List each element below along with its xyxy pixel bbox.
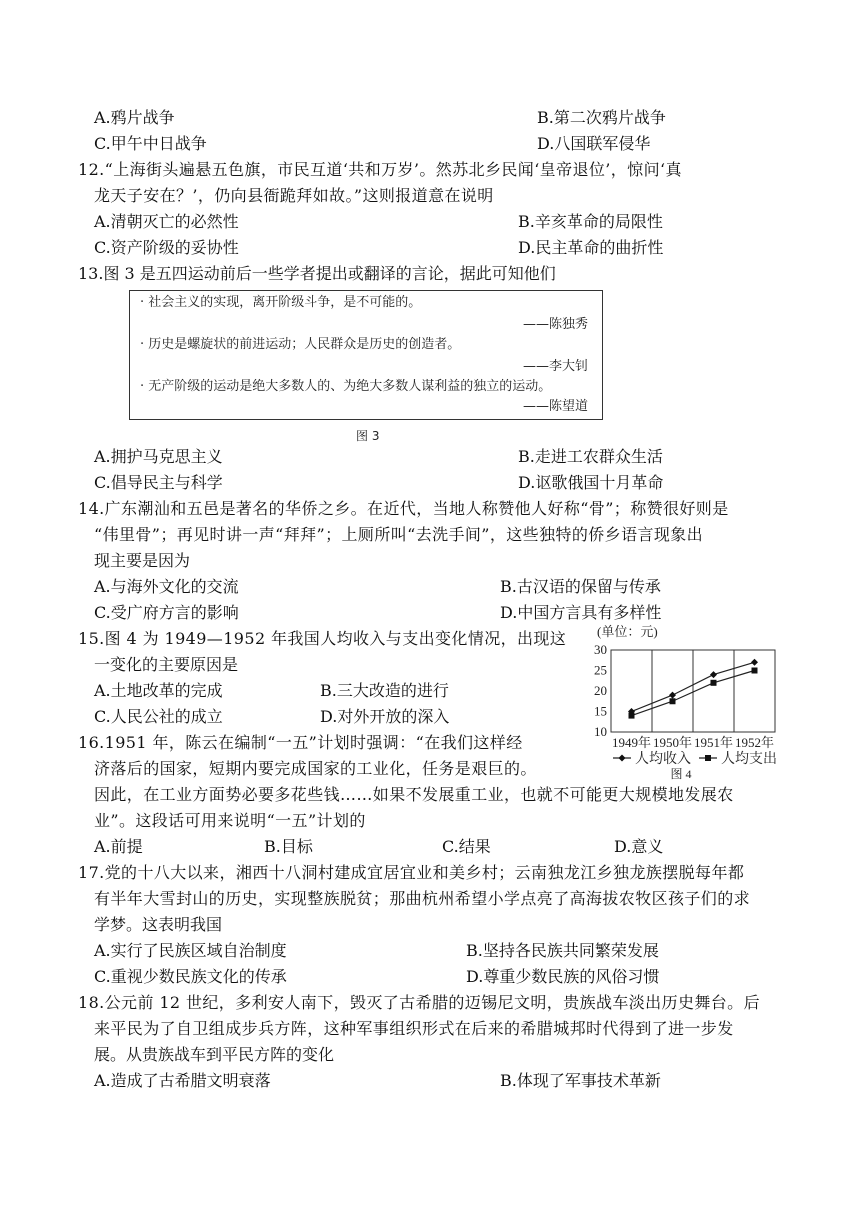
q14-stem-line1: 14.广东潮汕和五邑是著名的华侨之乡。在近代，当地人称赞他人好称“骨”；称赞很好则是 [78, 499, 729, 518]
legend-marker-expense [705, 755, 711, 761]
q14-option-b: B.古汉语的保留与传承 [500, 577, 661, 596]
quote-3: · 无产阶级的运动是绝大多数人的、为绝大多数人谋利益的独立的运动。 [140, 379, 552, 394]
q16-option-b: B.目标 [264, 837, 313, 856]
data-point-expense [711, 680, 717, 686]
q12-option-b: B.辛亥革命的局限性 [518, 212, 663, 231]
q15-option-a: A.土地改革的完成 [94, 681, 223, 700]
q17-stem-line2: 有半年大雪封山的历史，实现整族脱贫；那曲杭州希望小学点亮了高海拔农牧区孩子们的求 [94, 889, 751, 908]
chart-unit-label: (单位：元) [597, 624, 658, 639]
quote-3-author: ——陈望道 [522, 399, 588, 414]
q15-stem-line2: 一变化的主要原因是 [94, 655, 239, 674]
quote-2-author: ——李大钊 [522, 359, 588, 374]
q14-option-a: A.与海外文化的交流 [94, 577, 239, 596]
q18-stem-line1: 18.公元前 12 世纪，多利安人南下，毁灭了古希腊的迈锡尼文明，贵族战车淡出历史舞台。后 [78, 993, 760, 1012]
legend-label: 人均收入 [635, 752, 691, 767]
x-tick-label: 1950年 [652, 735, 693, 750]
figure-3-caption: 图 3 [356, 429, 380, 443]
q11-option-b: B.第二次鸦片战争 [537, 108, 666, 127]
q17-option-a: A.实行了民族区域自治制度 [94, 941, 287, 960]
q17-stem-line3: 学梦。这表明我国 [94, 915, 223, 934]
q16-option-d: D.意义 [614, 837, 664, 856]
q13-option-d: D.讴歌俄国十月革命 [518, 473, 664, 492]
x-tick-label: 1949年 [611, 735, 652, 750]
q14-option-d: D.中国方言具有多样性 [500, 603, 662, 622]
q17-option-b: B.坚持各民族共同繁荣发展 [466, 941, 659, 960]
q16-stem-line3: 因此，在工业方面势必要多花些钱……如果不发展重工业，也就不可能更大规模地发展农 [94, 785, 734, 804]
q11-option-a: A.鸦片战争 [94, 108, 175, 127]
figure-3-box [129, 290, 603, 420]
figure-4-chart [575, 620, 790, 780]
q16-stem-line2: 济落后的国家，短期内要完成国家的工业化，任务是艰巨的。 [94, 759, 537, 778]
data-point-expense [752, 668, 758, 674]
q13-option-c: C.倡导民主与科学 [94, 473, 223, 492]
q17-option-d: D.尊重少数民族的风俗习惯 [466, 967, 660, 986]
y-tick-label: 25 [594, 662, 607, 678]
q12-option-d: D.民主革命的曲折性 [518, 238, 664, 257]
figure-4-caption: 图 4 [670, 767, 692, 780]
quote-2: · 历史是螺旋状的前进运动；人民群众是历史的创造者。 [140, 337, 461, 352]
q16-stem-line4: 业”。这段话可用来说明“一五”计划的 [94, 811, 366, 830]
data-point-expense [670, 698, 676, 704]
data-point-expense [629, 713, 635, 719]
q18-option-b: B.体现了军事技术革新 [500, 1071, 661, 1090]
q11-option-d: D.八国联军侵华 [537, 134, 651, 153]
x-tick-label: 1951年 [693, 735, 734, 750]
y-tick-label: 20 [594, 683, 607, 698]
q13-stem: 13.图 3 是五四运动前后一些学者提出或翻译的言论，据此可知他们 [78, 264, 556, 283]
q12-option-a: A.清朝灭亡的必然性 [94, 212, 239, 231]
y-tick-label: 15 [594, 703, 607, 719]
data-point-income [710, 671, 717, 678]
q16-option-c: C.结果 [442, 837, 491, 856]
q15-option-c: C.人民公社的成立 [94, 707, 223, 726]
y-tick-label: 30 [594, 642, 607, 657]
q13-option-b: B.走进工农群众生活 [518, 447, 663, 466]
q16-option-a: A.前提 [94, 837, 143, 856]
q17-stem-line1: 17.党的十八大以来，湘西十八洞村建成宜居宜业和美乡村；云南独龙江乡独龙族摆脱每年都 [78, 863, 745, 882]
q17-option-c: C.重视少数民族文化的传承 [94, 967, 287, 986]
q16-stem-line1: 16.1951 年，陈云在编制“一五”计划时强调：“在我们这样经 [78, 733, 523, 752]
data-point-income [751, 659, 758, 666]
legend-label: 人均支出 [721, 752, 777, 767]
q18-stem-line3: 展。从贵族战车到平民方阵的变化 [94, 1045, 335, 1064]
x-tick-label: 1952年 [734, 735, 775, 750]
legend-marker-income [619, 755, 626, 762]
y-tick-label: 10 [594, 724, 607, 739]
q13-option-a: A.拥护马克思主义 [94, 447, 223, 466]
q15-option-b: B.三大改造的进行 [320, 681, 449, 700]
q18-stem-line2: 来平民为了自卫组成步兵方阵，这种军事组织形式在后来的希腊城邦时代得到了进一步发 [94, 1019, 734, 1038]
q12-stem-line2: 龙天子安在？’，仍向县衙跪拜如故。”这则报道意在说明 [94, 186, 494, 205]
q11-option-c: C.甲午中日战争 [94, 134, 207, 153]
q18-option-a: A.造成了古希腊文明衰落 [94, 1071, 271, 1090]
q15-stem-line1: 15.图 4 为 1949—1952 年我国人均收入与支出变化情况，出现这 [78, 629, 567, 648]
q14-stem-line3: 现主要是因为 [94, 551, 191, 570]
q14-stem-line2: “伟里骨”；再见时讲一声“拜拜”；上厕所叫“去洗手间”，这些独特的侨乡语言现象出 [94, 525, 704, 544]
q12-stem-line1: 12.“上海街头遍悬五色旗，市民互道‘共和万岁’。然苏北乡民闻‘皇帝退位’，惊问‘真 [78, 160, 682, 179]
q15-option-d: D.对外开放的深入 [320, 707, 450, 726]
quote-1-author: ——陈独秀 [522, 317, 588, 332]
q14-option-c: C.受广府方言的影响 [94, 603, 239, 622]
q12-option-c: C.资产阶级的妥协性 [94, 238, 239, 257]
data-point-income [669, 692, 676, 699]
quote-1: · 社会主义的实现，离开阶级斗争，是不可能的。 [140, 295, 422, 310]
